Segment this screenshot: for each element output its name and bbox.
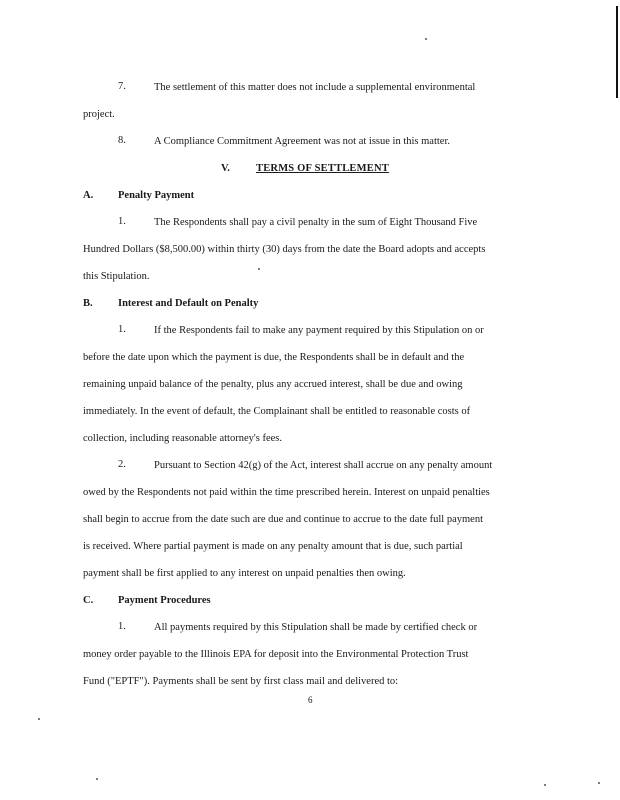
scan-speck (38, 718, 40, 720)
section-title: TERMS OF SETTLEMENT (256, 163, 389, 174)
page-number: 6 (308, 695, 313, 705)
sub-a-title: Penalty Payment (118, 190, 195, 201)
sub-c-p1-line-2: money order payable to the Illinois EPA for deposit into the Environmental Protection Trust (83, 649, 469, 660)
sub-b-p1-line-2: before the date upon which the payment is due, the Respondents shall be in default and the (83, 352, 465, 363)
sub-c-p1-line-3: Fund ("EPTF"). Payments shall be sent by first class mail and delivered to: (83, 676, 399, 687)
para-7-line-2: project. (83, 109, 115, 120)
scan-speck (598, 782, 600, 784)
sub-c-p1-number: 1. (118, 621, 126, 632)
sub-b-p1-line-3: remaining unpaid balance of the penalty, plus any accrued interest, shall be due and owing (83, 379, 463, 390)
sub-a-p1-line-1: The Respondents shall pay a civil penalty in the sum of Eight Thousand Five (154, 217, 478, 228)
para-7-line-1: The settlement of this matter does not include a supplemental environmental (154, 82, 476, 93)
sub-c-p1-line-1: All payments required by this Stipulation shall be made by certified check or (154, 622, 478, 633)
sub-b-p1-line-5: collection, including reasonable attorney's fees. (83, 433, 282, 444)
sub-b-p2-line-5: payment shall be first applied to any interest on unpaid penalties then owing. (83, 568, 406, 579)
sub-b-p1-line-1: If the Respondents fail to make any payment required by this Stipulation on or (154, 325, 484, 336)
sub-b-p2-line-2: owed by the Respondents not paid within the time prescribed herein. Interest on unpaid penalties (83, 487, 490, 498)
scan-speck (425, 38, 427, 40)
para-7-number: 7. (118, 81, 126, 92)
sub-b-letter: B. (83, 298, 93, 309)
sub-b-p1-line-4: immediately. In the event of default, the Complainant shall be entitled to reasonable costs of (83, 406, 471, 417)
sub-b-p2-number: 2. (118, 459, 126, 470)
sub-c-letter: C. (83, 595, 94, 606)
sub-b-p1-number: 1. (118, 324, 126, 335)
sub-b-p2-line-3: shall begin to accrue from the date such are due and continue to accrue to the date full payment (83, 514, 484, 525)
para-8-text: A Compliance Commitment Agreement was not at issue in this matter. (154, 136, 450, 147)
sub-a-letter: A. (83, 190, 94, 201)
sub-c-title: Payment Procedures (118, 595, 211, 606)
sub-a-p1-line-2: Hundred Dollars ($8,500.00) within thirty (30) days from the date the Board adopts and accepts (83, 244, 486, 255)
scan-edge-line (616, 6, 618, 98)
sub-a-p1-line-3: this Stipulation. (83, 271, 150, 282)
scan-speck (544, 784, 546, 786)
para-8-number: 8. (118, 135, 126, 146)
sub-a-p1-number: 1. (118, 216, 126, 227)
sub-b-title: Interest and Default on Penalty (118, 298, 259, 309)
scan-speck (96, 778, 98, 780)
sub-b-p2-line-4: is received. Where partial payment is made on any penalty amount that is due, such partial (83, 541, 463, 552)
section-number: V. (221, 163, 230, 174)
sub-b-p2-line-1: Pursuant to Section 42(g) of the Act, interest shall accrue on any penalty amount (154, 460, 493, 471)
scan-speck (258, 268, 260, 270)
